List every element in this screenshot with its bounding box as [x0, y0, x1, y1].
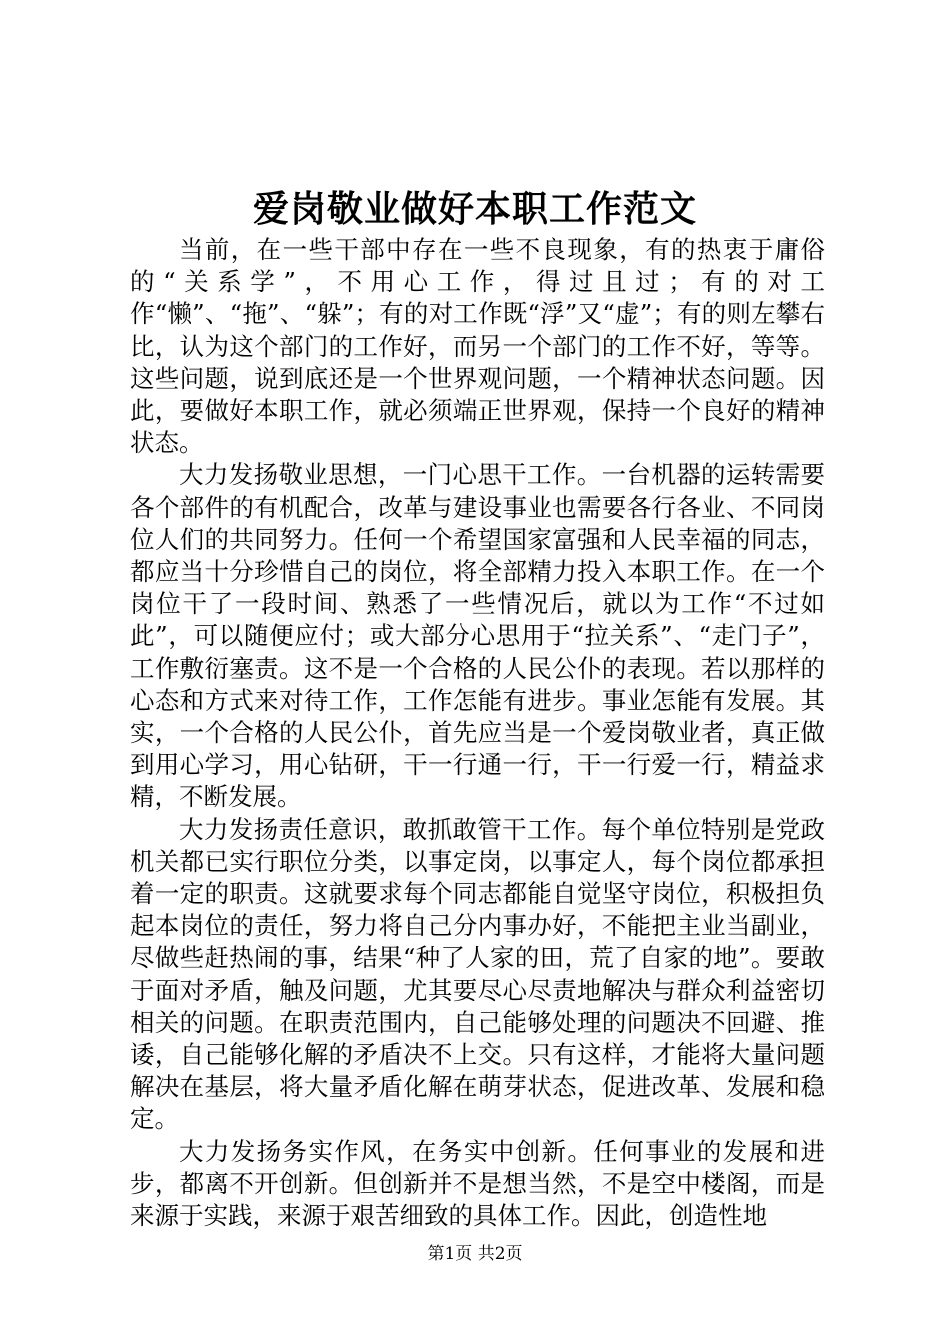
- paragraph-4: 大力发扬务实作风，在务实中创新。任何事业的发展和进步，都离不开创新。但创新并不是想当然，不是空中楼阁，而是来源于实践，来源于艰苦细致的具体工作。因此，创造性地: [130, 1136, 825, 1231]
- document-title: 爱岗敬业做好本职工作范文: [252, 188, 697, 230]
- page-footer: 第1页 共2页: [427, 1244, 523, 1264]
- paragraph-1: 当前，在一些干部中存在一些不良现象，有的热衷于庸俗的“关系学”，不用心工作，得过且过；有的对工作“懒”、“拖”、“躲”；有的对工作既“浮”又“虚”；有的则左攀右比，认为这个部门的工作好，而另一个部门的工作不好，等等。这些问题，说到底还是一个世界观问题，一个精神状态问题。因此，要做好本职工作，就必须端正世界观，保持一个良好的精神状态。: [130, 235, 825, 458]
- paragraph-2: 大力发扬敬业思想，一门心思干工作。一台机器的运转需要各个部件的有机配合，改革与建设事业也需要各行各业、不同岗位人们的共同努力。任何一个希望国家富强和人民幸福的同志，都应当十分珍惜自己的岗位，将全部精力投入本职工作。在一个岗位干了一段时间、熟悉了一些情况后，就以为工作“不过如此”，可以随便应付；或大部分心思用于“拉关系”、“走门子”，工作敷衍塞责。这不是一个合格的人民公仆的表现。若以那样的心态和方式来对待工作，工作怎能有进步。事业怎能有发展。其实，一个合格的人民公仆，首先应当是一个爱岗敬业者，真正做到用心学习，用心钻研，干一行通一行，干一行爱一行，精益求精，不断发展。: [130, 460, 825, 812]
- paragraph-3: 大力发扬责任意识，敢抓敢管干工作。每个单位特别是党政机关都已实行职位分类，以事定岗，以事定人，每个岗位都承担着一定的职责。这就要求每个同志都能自觉坚守岗位，积极担负起本岗位的责任，努力将自己分内事办好，不能把主业当副业，尽做些赶热闹的事，结果“种了人家的田，荒了自家的地”。要敢于面对矛盾，触及问题，尤其要尽心尽责地解决与群众利益密切相关的问题。在职责范围内，自己能够处理的问题决不回避、推诿，自己能够化解的矛盾决不上交。只有这样，才能将大量问题解决在基层，将大量矛盾化解在萌芽状态，促进改革、发展和稳定。: [130, 814, 825, 1134]
- document-body: [130, 234, 825, 1232]
